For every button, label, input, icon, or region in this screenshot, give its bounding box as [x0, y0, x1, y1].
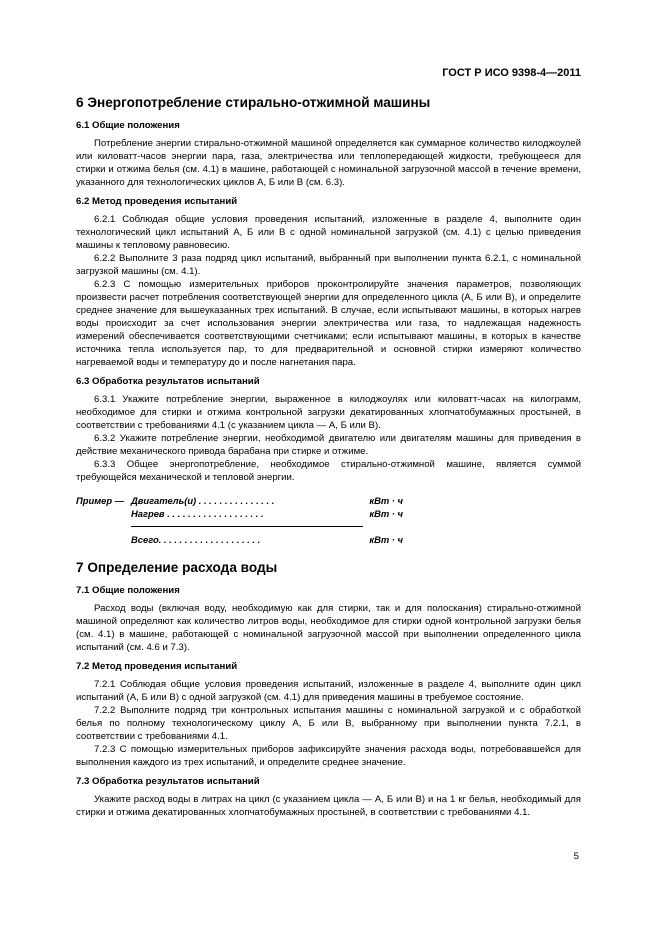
document-id: ГОСТ Р ИСО 9398-4—2011: [442, 67, 581, 79]
paragraph-6-3-1: 6.3.1 Укажите потребление энергии, выраженное в килоджоулях или киловатт-часах на килограмм, необходимое для стирки и отжима контрольной загрузки декатированных хлопчатобумажных простыней, в соответствии с требованиями 4.1 (с указанием цикла — А, Б или В).: [76, 394, 581, 431]
paragraph-6-2-1: 6.2.1 Соблюдая общие условия проведения испытаний, изложенные в разделе 4, выполните один технологический цикл испытаний А, Б или В с одной номинальной загрузкой (см. 4.1) с целью приведения машины к тепловому равновесию.: [76, 214, 581, 251]
paragraph-7-2-1: 7.2.1 Соблюдая общие условия проведения испытаний, изложенные в разделе 4, выполните один цикл испытаний (А, Б или В) с одной загрузкой (см. 4.1) для приведения машины в требуемое состояние.: [76, 679, 581, 703]
page-number: 5: [573, 851, 579, 862]
paragraph-6-3-2: 6.3.2 Укажите потребление энергии, необходимой двигателю или двигателям машины для приведения в действие механического привода барабана при стирке и отжиме.: [76, 433, 581, 457]
paragraph-6-2-3: 6.2.3 С помощью измерительных приборов проконтролируйте значения параметров, позволяющих произвести расчет потребления соответствующей энергии для определенного цикла (А, Б или В), и определите среднее значение для вышеуказанных трех испытаний. В случае, если испытывают машины, в которых нагрев воды происходит за счет использования энергии электричества или газа, то надлежащая надежность измерений обеспечивается соответствующими счетчиками; если испытывают машины, в которых в качестве источника тепла используется пар, то для предварительной и основной стирки измеряют количество нагреваемой воды и температуру до и после нагнетания пара.: [76, 279, 581, 368]
example-sum-line: [131, 526, 363, 527]
energy-example: [76, 494, 581, 546]
example-unit: кВт · ч: [369, 495, 403, 506]
paragraph-6-2-2: 6.2.2 Выполните 3 раза подряд цикл испытаний, выбранный при выполнении пункта 6.2.1, с номинальной загрузкой машины (см. 4.1).: [76, 253, 581, 277]
example-unit: кВт · ч: [369, 534, 403, 545]
example-row: [76, 494, 581, 507]
subsection-7-3-title: 7.3 Обработка результатов испытаний: [76, 776, 260, 787]
example-term-motor: Двигатель(и) . . . . . . . . . . . . . . .: [131, 495, 275, 506]
example-unit: кВт · ч: [369, 508, 403, 519]
section-6-title: 6 Энергопотребление стирально-отжимной машины: [76, 95, 431, 110]
example-row: [76, 533, 581, 546]
example-lead: Пример —: [76, 495, 125, 506]
paragraph-7-2-3: 7.2.3 С помощью измерительных приборов зафиксируйте значения расхода воды, потребовавшейся для выполнения каждого из трех испытаний, и определите среднее значение.: [76, 744, 581, 768]
example-term-total: Всего. . . . . . . . . . . . . . . . . . . .: [131, 534, 261, 545]
subsection-7-2-title: 7.2 Метод проведения испытаний: [76, 661, 238, 672]
page-content: [76, 95, 581, 819]
example-row: [76, 507, 581, 520]
subsection-6-2-title: 6.2 Метод проведения испытаний: [76, 196, 238, 207]
paragraph-6-3-3: 6.3.3 Общее энергопотребление, необходимое стирально-отжимной машине, является суммой требующейся механической и тепловой энергии.: [76, 459, 581, 483]
example-term-heating: Нагрев . . . . . . . . . . . . . . . . . . .: [131, 508, 264, 519]
subsection-6-1-title: 6.1 Общие положения: [76, 120, 180, 131]
subsection-6-3-title: 6.3 Обработка результатов испытаний: [76, 376, 260, 387]
paragraph-7-3: Укажите расход воды в литрах на цикл (с указанием цикла — А, Б или В) и на 1 кг белья, необходимый для стирки и отжима декатированных хлопчатобумажных простыней, в соответствии с требованиями 4.1.: [76, 794, 581, 818]
section-7-title: 7 Определение расхода воды: [76, 560, 278, 575]
subsection-7-1-title: 7.1 Общие положения: [76, 585, 180, 596]
paragraph-7-1: Расход воды (включая воду, необходимую как для стирки, так и для полоскания) стирально-отжимной машиной определяют как количество литров воды, необходимое для стирки одной контрольной загрузки белья (см. 4.1) в машине, работающей с номинальной загрузочной массой при выполнении определенного цикла испытаний (см. 4.6 и 7.3).: [76, 603, 581, 653]
paragraph-7-2-2: 7.2.2 Выполните подряд три контрольных испытания машины с номинальной загрузкой и с обработкой белья по полному технологическому циклу А, Б или В, выбранному при выполнении пункта 7.2.1, в соответствии с требованиями 4.1.: [76, 705, 581, 742]
paragraph-6-1: Потребление энергии стирально-отжимной машиной определяется как суммарное количество килоджоулей или киловатт-часов энергии пара, газа, электричества или теплопередающей жидкости, требующееся для стирки и отжима белья (см. 4.1) в машине, работающей с номинальной загрузочной массой в течение времени, указанного для технологических циклов А, Б или В (см. 6.3).: [76, 138, 581, 188]
